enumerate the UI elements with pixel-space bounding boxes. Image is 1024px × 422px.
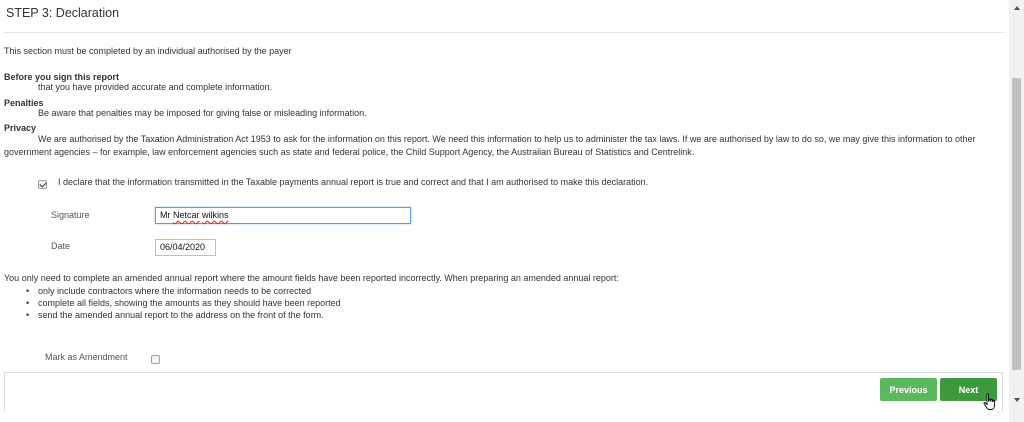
hand-pointer-icon (983, 393, 997, 411)
scroll-down-icon[interactable] (1009, 392, 1024, 407)
section-heading: Before you sign this report (4, 72, 120, 82)
list-item: • complete all fields, showing the amounts as they should have been reported (24, 297, 341, 309)
intro-text: This section must be completed by an individual authorised by the payer (4, 46, 292, 56)
declaration-text: I declare that the information transmitted in the Taxable payments annual report is true and correct and that I am authorised to make this declaration. (58, 177, 649, 187)
title-divider (4, 32, 1005, 33)
list-item: • only include contractors where the information needs to be corrected (24, 285, 341, 297)
step-title: STEP 3: Declaration (6, 6, 120, 20)
footer-bar (4, 372, 1003, 412)
scrollbar-thumb[interactable] (1012, 78, 1021, 370)
mark-amendment-label: Mark as Amendment (45, 352, 128, 362)
section-body: Be aware that penalties may be imposed for giving false or misleading information. (38, 108, 367, 118)
next-button[interactable]: Next (940, 378, 997, 401)
signature-value: Mr Netcar wilkins (160, 210, 229, 220)
section-heading: Penalties (4, 98, 44, 108)
date-input[interactable]: 06/04/2020 (155, 239, 216, 256)
section-before-sign (4, 72, 1004, 92)
mark-amendment-checkbox[interactable] (151, 355, 160, 364)
amendment-bullets (24, 285, 341, 321)
date-label: Date (51, 241, 71, 251)
amendment-note: You only need to complete an amended annual report where the amount fields have been reported incorrectly. When preparing an amended annual report: (4, 273, 619, 283)
section-heading: Privacy (4, 123, 37, 133)
section-privacy (4, 123, 1004, 159)
signature-label: Signature (51, 210, 90, 220)
previous-button[interactable]: Previous (880, 378, 937, 401)
section-penalties (4, 98, 1004, 118)
declaration-checkbox[interactable] (38, 180, 47, 189)
list-item: • send the amended annual report to the address on the front of the form. (24, 309, 341, 321)
section-body: that you have provided accurate and complete information. (38, 82, 273, 92)
section-body: We are authorised by the Taxation Administration Act 1953 to ask for the information on this report. We need this information to help us to administer the tax laws. If we are authorised by law to do so, we may give this information to other government agencies – for example, law enforcement agencies such as state and federal police, the Child Support Agency, the Australian Bureau of Statistics and Centrelink. (4, 134, 976, 157)
vertical-scrollbar[interactable] (1009, 0, 1024, 422)
scroll-up-icon[interactable] (1009, 0, 1024, 15)
signature-input[interactable] (155, 207, 411, 224)
